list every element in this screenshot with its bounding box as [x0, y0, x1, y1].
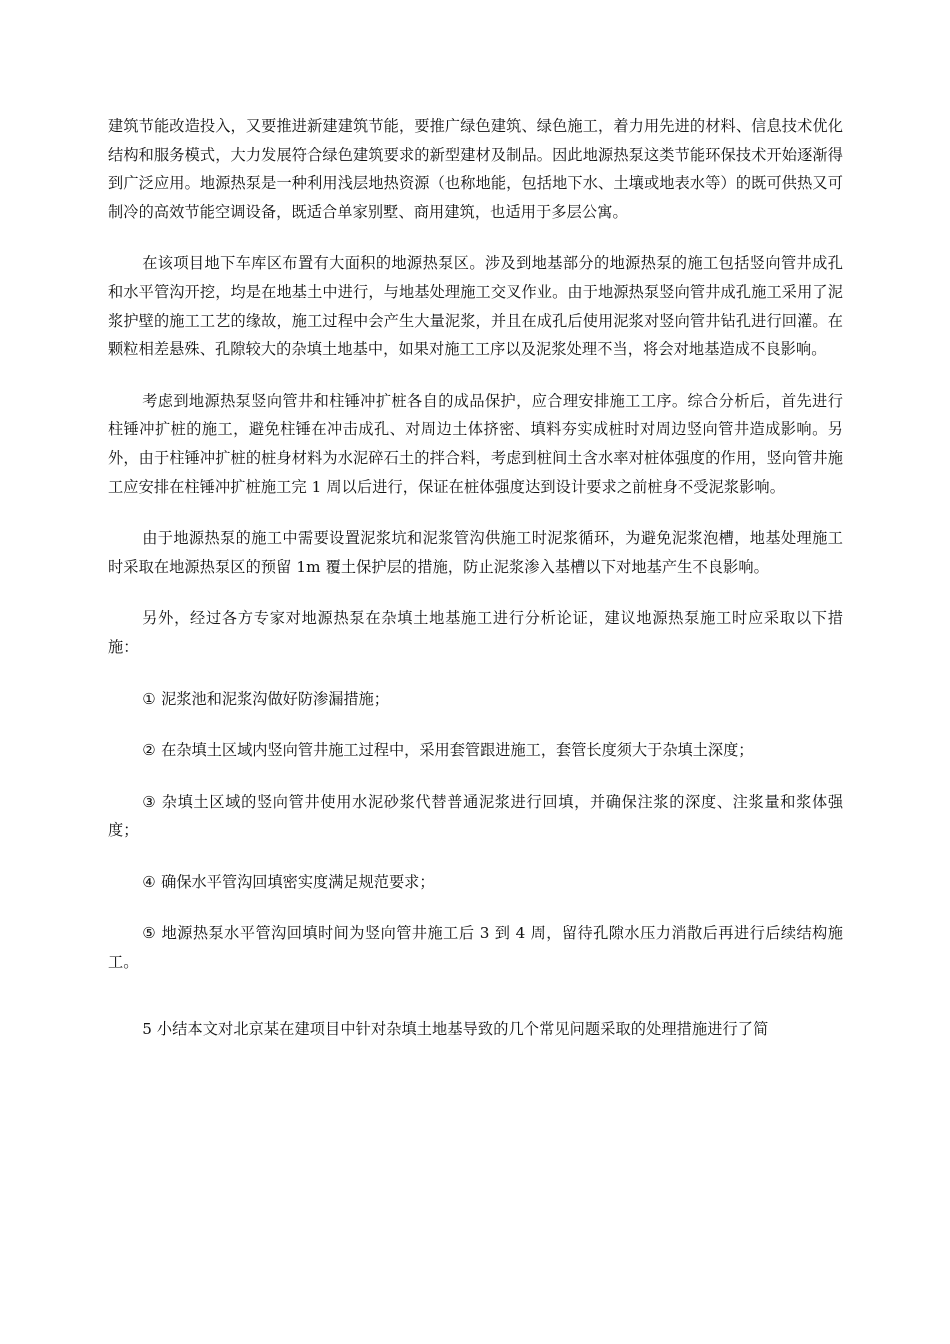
list-item-text: 在杂填土区域内竖向管井施工过程中，采用套管跟进施工，套管长度须大于杂填土深度； — [161, 741, 754, 760]
list-item-text: 杂填土区域的竖向管井使用水泥砂浆代替普通泥浆进行回填，并确保注浆的深度、注浆量和浆体强度； — [108, 792, 844, 840]
measures-list — [108, 685, 843, 977]
document-page — [108, 112, 843, 1066]
body-paragraph: 在该项目地下车库区布置有大面积的地源热泵区。涉及到地基部分的地源热泵的施工包括竖向管井成孔和水平管沟开挖，均是在地基土中进行，与地基处理施工交叉作业。由于地源热泵竖向管井成孔施工采用了泥浆护壁的施工工艺的缘故，施工过程中会产生大量泥浆，并且在成孔后使用泥浆对竖向管井钻孔进行回灌。在颗粒相差悬殊、孔隙较大的杂填土地基中，如果对施工工序以及泥浆处理不当，将会对地基造成不良影响。 — [108, 254, 843, 359]
list-item-text: 地源热泵水平管沟回填时间为竖向管井施工后 3 到 4 周，留待孔隙水压力消散后再进行后续结构施工。 — [108, 924, 843, 972]
list-marker: ③ — [142, 792, 157, 811]
body-paragraph: 另外，经过各方专家对地源热泵在杂填土地基施工进行分析论证，建议地源热泵施工时应采取以下措施： — [108, 609, 843, 656]
body-paragraph: 建筑节能改造投入，又要推进新建建筑节能，要推广绿色建筑、绿色施工，着力用先进的材料、信息技术优化结构和服务模式，大力发展符合绿色建筑要求的新型建材及制品。因此地源热泵这类节能环保技术开始逐渐得到广泛应用。地源热泵是一种利用浅层地热资源（也称地能，包括地下水、土壤或地表水等）的既可供热又可制冷的高效节能空调设备，既适合单家别墅、商用建筑，也适用于多层公寓。 — [108, 117, 843, 221]
list-marker: ① — [142, 689, 156, 708]
list-item — [108, 736, 843, 765]
list-marker: ④ — [142, 872, 156, 891]
body-paragraph: 考虑到地源热泵竖向管井和柱锤冲扩桩各自的成品保护，应合理安排施工工序。综合分析后，首先进行柱锤冲扩桩的施工，避免柱锤在冲击成孔、对周边土体挤密、填料夯实成桩时对周边竖向管井造成影响。另外，由于柱锤冲扩桩的桩身材料为水泥碎石土的拌合料，考虑到桩间土含水率对桩体强度的作用，竖向管井施工应安排在柱锤冲扩桩施工完 1 周以后进行，保证在桩体强度达到设计要求之前桩身不受泥浆影响。 — [108, 391, 843, 496]
body-paragraph: 由于地源热泵的施工中需要设置泥浆坑和泥浆管沟供施工时泥浆循环，为避免泥浆泡槽，地基处理施工时采取在地源热泵区的预留 1m 覆土保护层的措施，防止泥浆渗入基槽以下对地基产生不良影响。 — [108, 529, 843, 576]
summary-paragraph: 5 小结本文对北京某在建项目中针对杂填土地基导致的几个常见问题采取的处理措施进行了简 — [142, 1019, 769, 1038]
list-item-text: 确保水平管沟回填密实度满足规范要求； — [161, 872, 435, 891]
list-item — [108, 685, 843, 714]
list-item — [108, 788, 843, 845]
list-item — [108, 919, 843, 976]
list-item — [108, 868, 843, 897]
list-marker: ⑤ — [142, 924, 157, 943]
list-item-text: 泥浆池和泥浆沟做好防渗漏措施； — [161, 689, 389, 708]
list-marker: ② — [142, 741, 156, 760]
